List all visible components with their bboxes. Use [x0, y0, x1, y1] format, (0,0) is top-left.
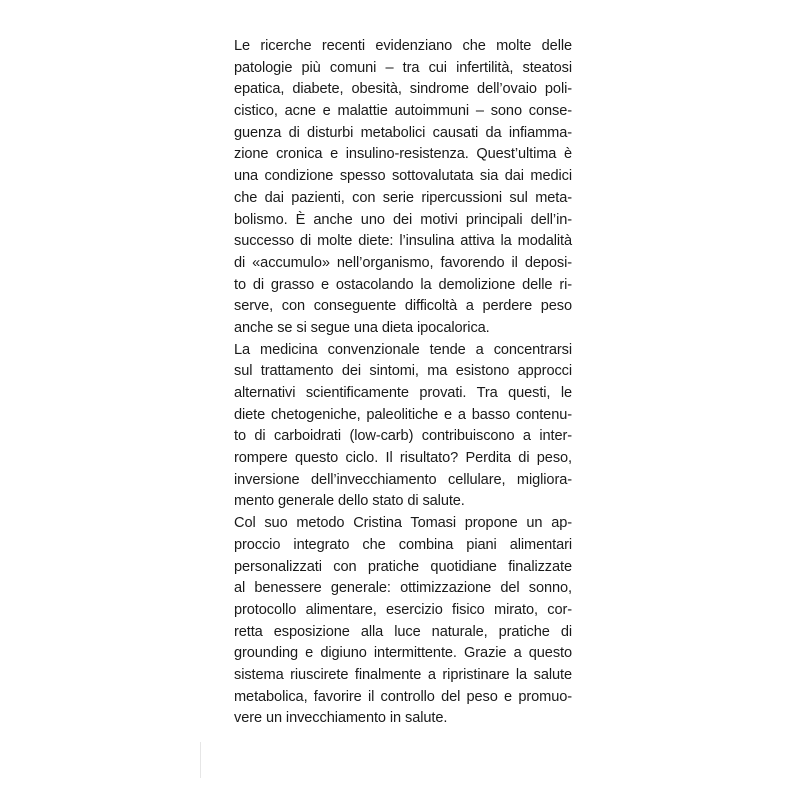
text-line: bolismo. È anche uno dei motivi principali dell’in- — [234, 211, 572, 228]
text-line: cistico, acne e malattie autoimmuni – sono conse- — [234, 103, 572, 120]
text-line: sul trattamento dei sintomi, ma esistono approcci — [234, 363, 572, 380]
text-line: diete chetogeniche, paleolitiche e a basso contenu- — [234, 406, 572, 423]
text-line: protocollo alimentare, esercizio fisico mirato, cor- — [234, 601, 572, 618]
text-line: mento generale dello stato di salute. — [234, 493, 465, 510]
text-line: Le ricerche recenti evidenziano che molte delle — [234, 38, 572, 54]
text-line: zione cronica e insulino-resistenza. Quest’ultima è — [234, 146, 572, 163]
text-line: inversione dell’invecchiamento cellulare, migliora- — [234, 471, 572, 488]
text-line: to di carboidrati (low-carb) contribuiscono a inter- — [234, 428, 572, 445]
text-line: che dai pazienti, con serie ripercussioni sul meta- — [234, 189, 572, 206]
text-line: epatica, diabete, obesità, sindrome dell’ovaio poli- — [234, 81, 572, 98]
text-line: sistema riuscirete finalmente a ripristinare la salute — [234, 666, 572, 683]
paragraph-2 — [234, 340, 572, 514]
text-line: personalizzati con pratiche quotidiane finalizzate — [234, 558, 572, 575]
text-line: vere un invecchiamento in salute. — [234, 710, 448, 727]
text-line: metabolica, favorire il controllo del peso e promuo- — [234, 688, 572, 705]
text-line: La medicina convenzionale tende a concentrarsi — [234, 341, 572, 358]
text-line: serve, con conseguente difficoltà a perdere peso — [234, 298, 572, 315]
text-line: proccio integrato che combina piani alimentari — [234, 536, 572, 553]
text-line: successo di molte diete: l’insulina attiva la modalità — [234, 233, 572, 250]
text-line: alternativi scientificamente provati. Tra questi, le — [234, 385, 572, 401]
text-line: di «accumulo» nell’organismo, favorendo il deposi- — [234, 254, 572, 271]
text-line: to di grasso e ostacolando la demolizione delle ri- — [234, 276, 572, 293]
text-line: patologie più comuni – tra cui infertilità, steatosi — [234, 59, 572, 76]
text-line: Col suo metodo Cristina Tomasi propone un ap- — [234, 515, 572, 532]
text-line: anche se si segue una dieta ipocalorica. — [234, 319, 490, 336]
page-edge-mark — [200, 742, 201, 778]
text-line: grounding e digiuno intermittente. Grazie a questo — [234, 645, 572, 662]
text-line: al benessere generale: ottimizzazione del sonno, — [234, 580, 572, 597]
text-line: una condizione spesso sottovalutata sia dai medici — [234, 168, 572, 185]
text-line: guenza di disturbi metabolici causati da infiamma- — [234, 124, 572, 141]
text-line: rompere questo ciclo. Il risultato? Perdita di peso, — [234, 450, 572, 467]
body-text — [234, 36, 572, 730]
paragraph-3 — [234, 513, 572, 730]
paragraph-1 — [234, 36, 572, 340]
text-line: retta esposizione alla luce naturale, pratiche di — [234, 623, 572, 640]
